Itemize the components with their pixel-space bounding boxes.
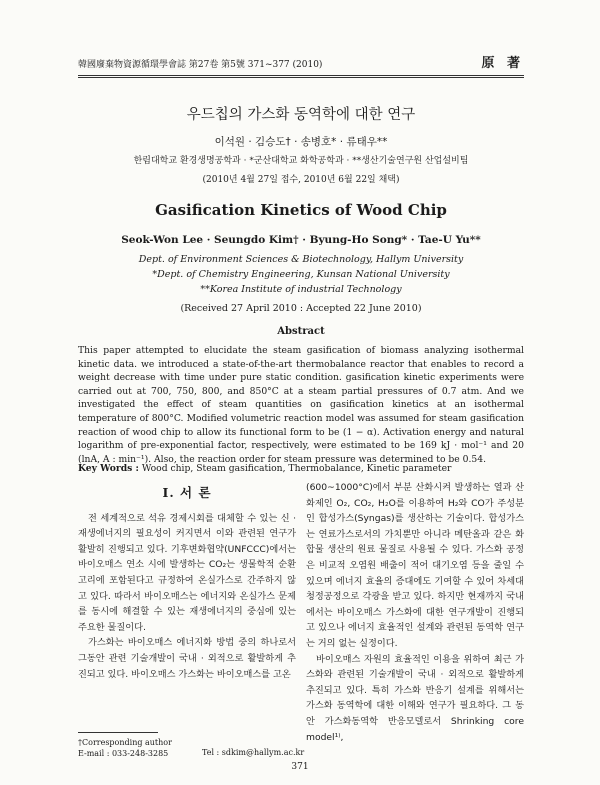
body-paragraph: 전 세계적으로 석유 경제시회를 대체할 수 있는 신 · 재생에너지의 필요성이 커지면서 이와 관련된 연구가 활발히 진행되고 있다. 기후변화협약(UNFCCC)에서는 바이오매스 연소 시에 발생하는 CO₂는 생물학적 순환고리에 포함된다고 규정하여 온실가스로 간주하지 않고 있다. 따라서 바이오매스는 에너지와 온실가스 문제를 동시에 해결할 수 있는 재생에너지의 중심에 있는 주요한 물질이다. [78, 512, 296, 633]
english-title: Gasification Kinetics of Wood Chip [155, 201, 447, 219]
footnote-tel: Tel : sdkim@hallym.ac.kr [202, 748, 305, 757]
english-dates: (Received 27 April 2010 : Accepted 22 June 2010) [180, 303, 422, 314]
article-type-label: 原 著 [481, 56, 524, 71]
keywords [78, 462, 524, 475]
header-rule [78, 75, 524, 78]
abstract-heading: Abstract [277, 326, 325, 337]
korean-title: 우드칩의 가스화 동역학에 대한 연구 [186, 107, 416, 123]
running-header [78, 56, 524, 74]
body-paragraph: 가스화는 바이오매스 에너지화 방법 중의 하나로서 그동안 관련 기술개발이 국내 · 외적으로 활발하게 추진되고 있다. 바이오매스 가스화는 바이오매스를 고온 [78, 637, 296, 680]
english-authors: Seok-Won Lee · Seungdo Kim† · Byung-Ho Song* · Tae-U Yu** [121, 234, 481, 246]
footnote-rule [78, 732, 158, 733]
body-paragraph: 바이오매스 자원의 효율적인 이용을 위하여 최근 가스화와 관련된 기술개발이 국내 · 외적으로 활발하게 추진되고 있다. 특히 가스화 반응기 설계를 위해서는 가스화 동역학에 대한 이해와 연구가 필요하다. 그 동안 가스화동역학 반응모델로서 Shrinking core model¹⁾, [306, 653, 524, 743]
affiliation-1: Dept. of Environment Sciences & Biotechnology, Hallym University [138, 254, 464, 265]
keywords-label: Key Words : [78, 463, 139, 474]
body-left-column [78, 485, 296, 682]
body-paragraph: (600~1000°C)에서 부분 산화시켜 발생하는 열과 산화제인 O₂, CO₂, H₂O를 이용하여 H₂와 CO가 주성분인 합성가스(Syngas)를 생산하는 기술이다. 합성가스는 연료가스로서의 가치뿐만 아니라 메탄올과 같은 화합물 생산의 원료 물질로 사용될 수 있다. 가스화 공정은 비교적 오염원 배출이 적어 대기오염 등을 줄일 수 있으며 에너지 효율의 증대에도 기여할 수 있어 차세대 청정공정으로 각광을 받고 있다. 하지만 현재까지 국내에서는 바이오매스 가스화에 대한 연구개발이 진행되고 있으나 에너지 효율적인 설계와 관련된 동역학 연구는 거의 없는 실정이다. [306, 482, 524, 649]
affiliation-2: *Dept. of Chemistry Engineering, Kunsan National University [152, 269, 450, 280]
korean-dates: (2010년 4월 27일 접수, 2010년 6월 22일 채택) [202, 175, 400, 185]
affiliation-3: **Korea Institute of industrial Technology [200, 284, 402, 295]
footnote-email: E-mail : 033-248-3285 [78, 749, 169, 758]
abstract-text: This paper attempted to elucidate the steam gasification of biomass analyzing isothermal kinetic data. we introduced a state-of-the-art thermobalance reactor that enables to record a weight decrease with time under pure static condition. gasification kinetic experiments were carried out at 700, 750, 800, and 850°C at a steam partial pressures of 0.7 atm. And we investigated the effect of steam quantities on gasification kinetics at an isothermal temperature of 800°C. Modified volumetric reaction model was assumed for steam gasification reaction of wood chip to allow its functional form to be (1 − α). Activation energy and natural logarithm of pre-exponential factor, respectively, were estimated to be 169 kJ · mol⁻¹ and 20 (lnA, A : min⁻¹). Also, the reaction order for steam pressure was determined to be 0.54. [78, 345, 524, 465]
page-number: 371 [291, 762, 309, 772]
body-right-column [306, 480, 524, 745]
section-heading: I. 서 론 [162, 485, 212, 500]
korean-affiliations: 한림대학교 환경생명공학과 · *군산대학교 화학공학과 · **생산기술연구원 산업설비팀 [133, 156, 469, 166]
korean-authors: 이석원 · 김승도† · 송병호* · 류태우** [214, 136, 388, 148]
journal-reference: 韓國廢棄物資源循環學會誌 第27卷 第5號 371~377 (2010) [78, 60, 323, 70]
footnote-corresponding: †Corresponding author [78, 738, 172, 747]
keywords-text: Wood chip, Steam gasification, Thermobalance, Kinetic parameter [141, 463, 452, 474]
